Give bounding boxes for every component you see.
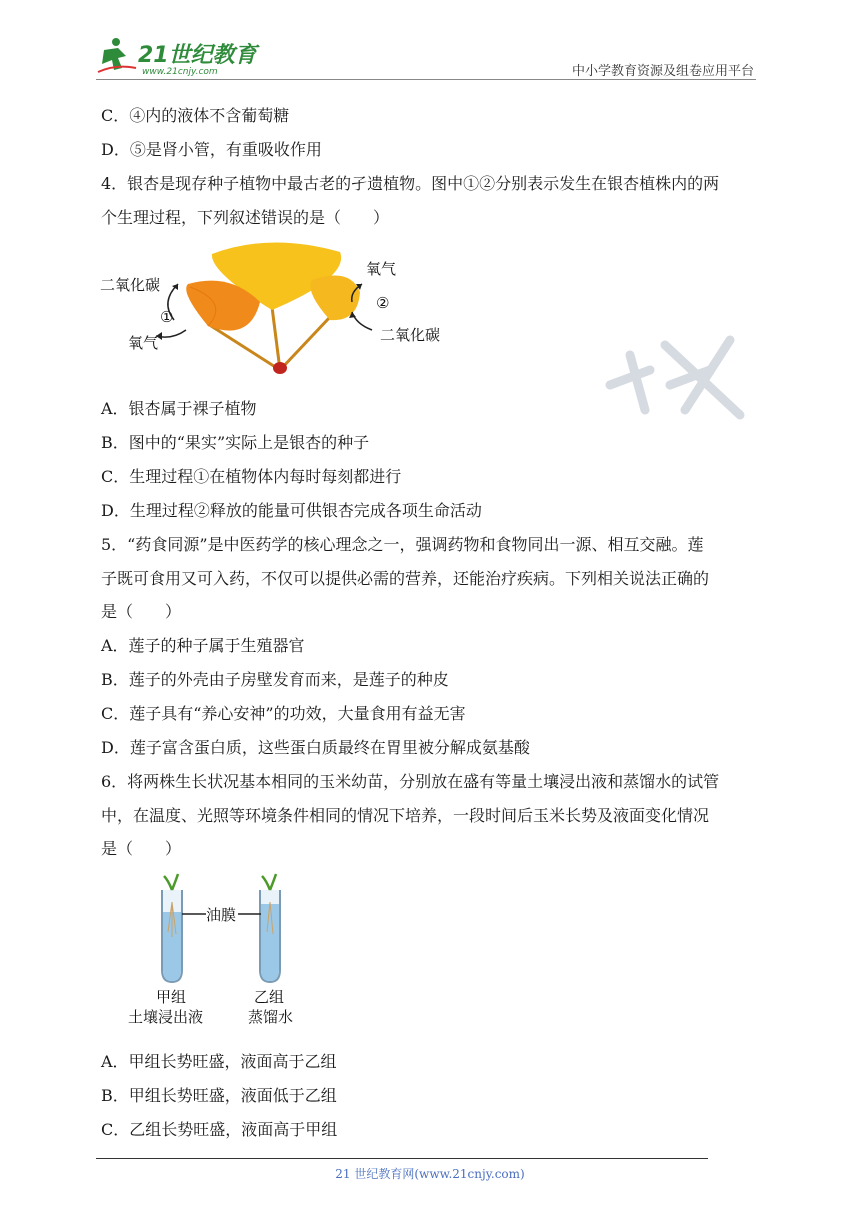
question-4-line2: 个生理过程，下列叙述错误的是（ ）	[101, 208, 390, 227]
logo-text: 21世纪教育	[138, 43, 257, 68]
label-process-1: ①	[160, 308, 174, 326]
footer-text: 21 世纪教育网(www.21cnjy.com)	[335, 1167, 525, 1181]
question-5-line1: 5．“药食同源”是中医药学的核心理念之一，强调药物和食物同出一源、相互交融。莲	[101, 535, 704, 554]
option-6c: C．乙组长势旺盛，液面高于甲组	[101, 1120, 338, 1139]
option-6b: B．甲组长势旺盛，液面低于乙组	[101, 1086, 337, 1105]
option-4c: C．生理过程①在植物体内每时每刻都进行	[101, 467, 402, 486]
option-5c: C．莲子具有“养心安神”的功效，大量食用有益无害	[101, 704, 466, 723]
label-process-2: ②	[376, 294, 390, 312]
option-4b: B．图中的“果实”实际上是银杏的种子	[101, 433, 370, 452]
watermark	[590, 315, 750, 429]
option-5a: A．莲子的种子属于生殖器官	[101, 636, 305, 655]
option-4d: D．生理过程②释放的能量可供银杏完成各项生命活动	[101, 501, 482, 520]
runner-icon	[98, 38, 136, 72]
question-5-line2: 子既可食用又可入药，不仅可以提供必需的营养，还能治疗疾病。下列相关说法正确的	[101, 569, 710, 588]
tube-yi	[260, 874, 280, 982]
option-5d: D．莲子富含蛋白质，这些蛋白质最终在胃里被分解成氨基酸	[101, 738, 530, 757]
ginkgo-seed	[273, 362, 287, 374]
header-divider	[96, 79, 756, 80]
label-distilled-water: 蒸馏水	[248, 1008, 294, 1026]
footer-divider	[96, 1158, 708, 1159]
option-5b: B．莲子的外壳由子房壁发育而来，是莲子的种皮	[101, 670, 449, 689]
question-6-line1: 6．将两株生长状况基本相同的玉米幼苗，分别放在盛有等量土壤浸出液和蒸馏水的试管	[101, 772, 720, 791]
logo-url: www.21cnjy.com	[142, 67, 218, 77]
question-6-line2: 中，在温度、光照等环境条件相同的情况下培养，一段时间后玉米长势及液面变化情况	[101, 806, 710, 825]
option-6a: A．甲组长势旺盛，液面高于乙组	[101, 1052, 337, 1071]
option-3d: D．⑤是肾小管，有重吸收作用	[101, 140, 322, 159]
platform-name: 中小学教育资源及组卷应用平台	[571, 64, 754, 79]
label-soil-extract: 土壤浸出液	[128, 1008, 204, 1026]
label-group-yi: 乙组	[254, 988, 285, 1006]
question-4-line1: 4．银杏是现存种子植物中最古老的孑遗植物。图中①②分别表示发生在银杏植株内的两	[101, 174, 720, 193]
site-logo	[96, 34, 266, 80]
tube-jia	[162, 874, 182, 982]
question-5-line3: 是（ ）	[101, 602, 182, 621]
label-o2-right: 氧气	[366, 260, 397, 278]
label-o2-left: 氧气	[128, 334, 159, 352]
label-oil-film: 油膜	[206, 906, 237, 924]
label-co2-left: 二氧化碳	[100, 276, 161, 294]
question-6-line3: 是（ ）	[101, 839, 182, 858]
label-co2-right: 二氧化碳	[380, 326, 441, 344]
ginkgo-figure	[100, 232, 460, 382]
test-tube-figure	[120, 872, 320, 1032]
option-4a: A．银杏属于裸子植物	[101, 399, 257, 418]
label-group-jia: 甲组	[156, 988, 187, 1006]
option-3c: C．④内的液体不含葡萄糖	[101, 106, 290, 125]
